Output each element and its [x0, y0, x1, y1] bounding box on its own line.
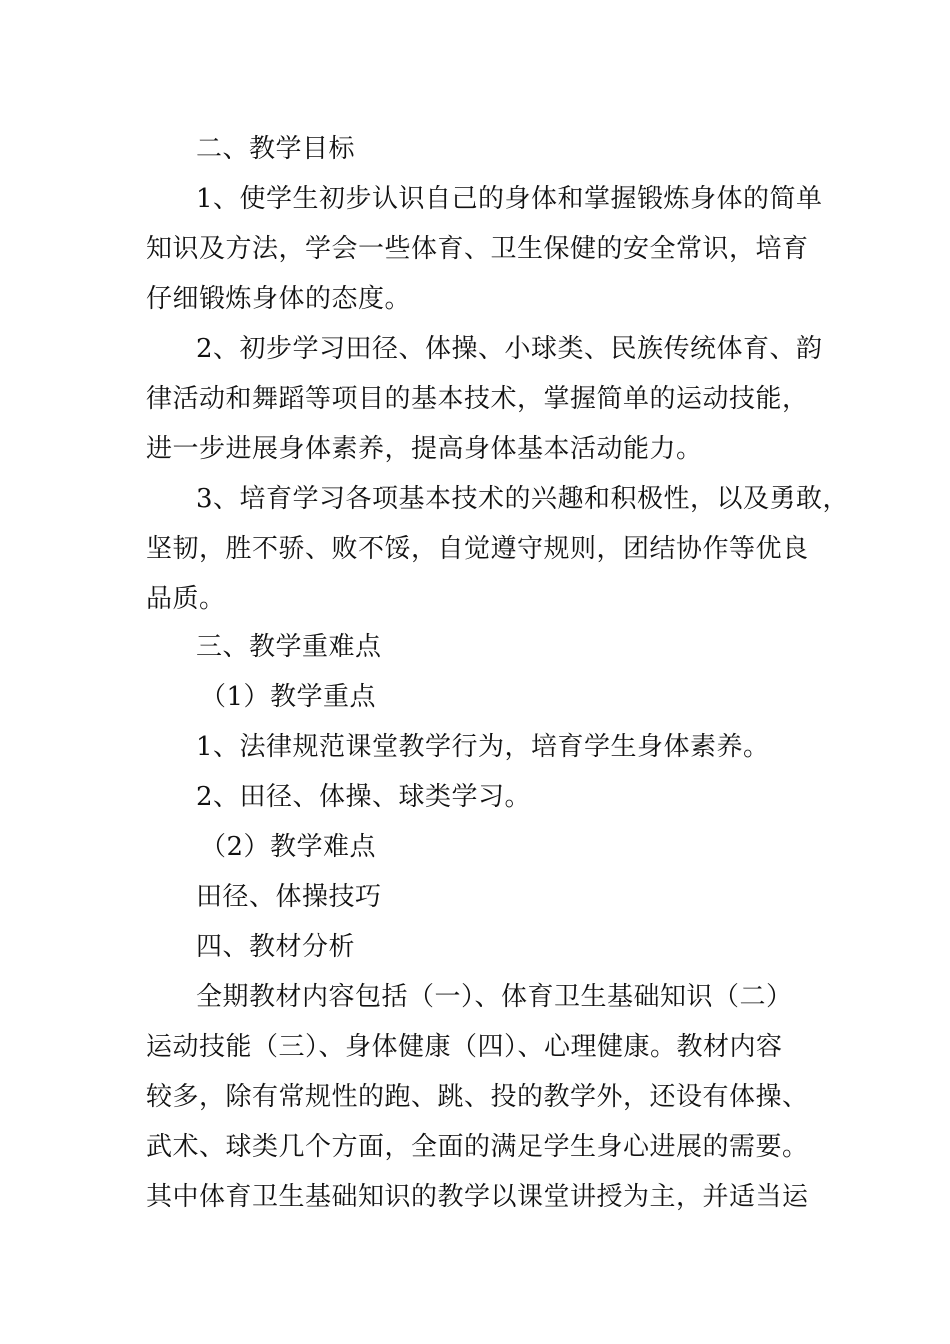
analysis-line-1: 全期教材内容包括（一）、体育卫生基础知识（二） — [196, 982, 793, 1012]
analysis-line-4: 武术、球类几个方面，全面的满足学生身心进展的需要。 — [146, 1132, 809, 1162]
goal-1-line-1: 1、使学生初步认识自己的身体和掌握锻炼身体的简单 — [196, 184, 823, 214]
analysis-line-3: 较多，除有常规性的跑、跳、投的教学外，还设有体操、 — [146, 1082, 809, 1112]
goal-2-line-3: 进一步进展身体素养，提高身体基本活动能力。 — [146, 434, 703, 464]
key-point-2: 2、田径、体操、球类学习。 — [196, 782, 532, 812]
goal-3-line-1: 3、培育学习各项基本技术的兴趣和积极性，以及勇敢， — [196, 484, 850, 514]
goal-2-line-1: 2、初步学习田径、体操、小球类、民族传统体育、韵 — [196, 334, 823, 364]
section-heading-key-difficult-points: 三、教学重难点 — [196, 632, 382, 662]
goal-2-line-2: 律活动和舞蹈等项目的基本技术，掌握简单的运动技能， — [146, 384, 809, 414]
difficulties-heading: （2）教学难点 — [200, 832, 377, 862]
section-heading-goals: 二、教学目标 — [196, 134, 356, 164]
key-points-heading: （1）教学重点 — [200, 682, 377, 712]
goal-1-line-3: 仔细锻炼身体的态度。 — [146, 284, 412, 314]
key-point-1: 1、法律规范课堂教学行为，培育学生身体素养。 — [196, 732, 770, 762]
goal-3-line-3: 品质。 — [146, 584, 226, 614]
difficulty-1: 田径、体操技巧 — [196, 882, 382, 912]
analysis-line-2: 运动技能（三）、身体健康（四）、心理健康。教材内容 — [146, 1032, 783, 1062]
goal-1-line-2: 知识及方法，学会一些体育、卫生保健的安全常识，培育 — [146, 234, 809, 264]
goal-3-line-2: 坚韧，胜不骄、败不馁，自觉遵守规则，团结协作等优良 — [146, 534, 809, 564]
analysis-line-5: 其中体育卫生基础知识的教学以课堂讲授为主，并适当运 — [146, 1182, 809, 1212]
section-heading-materials: 四、教材分析 — [196, 932, 356, 962]
